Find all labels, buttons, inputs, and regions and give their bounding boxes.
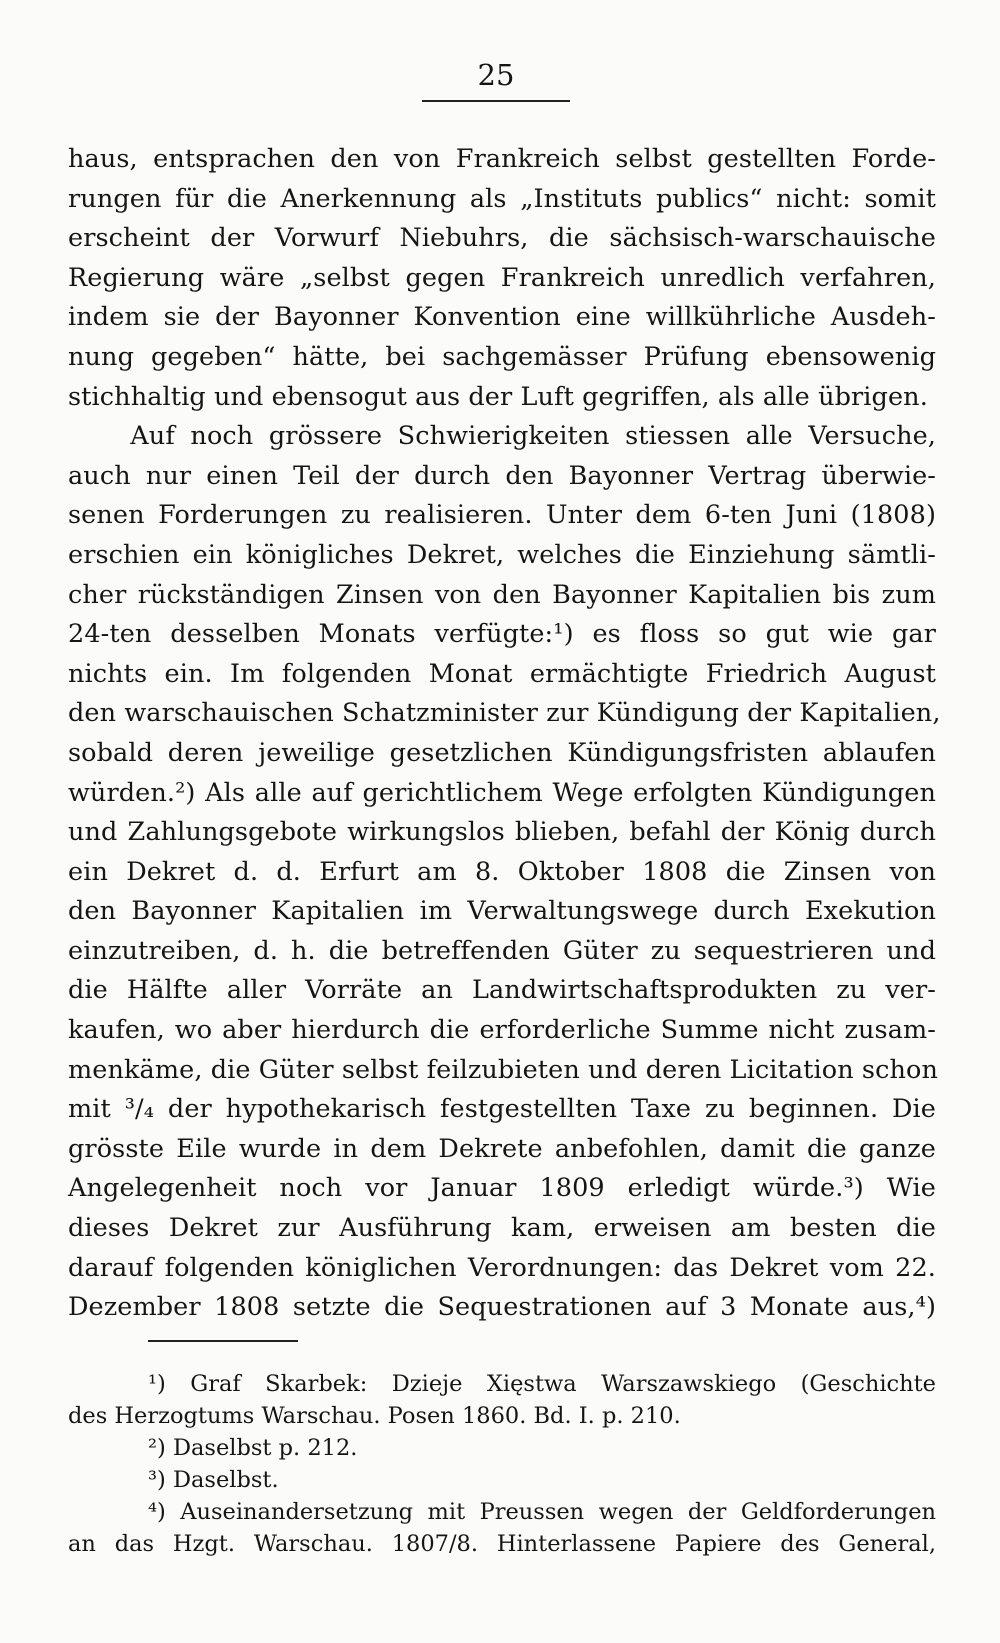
text-line: Auf noch grössere Schwierigkeiten stiessen alle Versuche,	[68, 421, 936, 452]
text-line: nichts ein. Im folgenden Monat ermächtigte Friedrich August	[68, 658, 936, 689]
footnote-1-continued: des Herzogtums Warschau. Posen 1860. Bd. I. p. 210.	[68, 1403, 681, 1429]
footnotes	[68, 1368, 936, 1560]
footnote-3: ³) Daselbst.	[148, 1467, 279, 1493]
text-line: haus, entsprachen den von Frankreich selbst gestellten Forde-	[68, 144, 936, 174]
header-rule	[422, 100, 570, 102]
text-line: und Zahlungsgebote wirkungslos blieben, befahl der König durch	[68, 817, 936, 848]
text-line: Regierung wäre „selbst gegen Frankreich unredlich verfahren,	[68, 262, 936, 293]
text-line: rungen für die Anerkennung als „Instituts publics“ nicht: somit	[68, 183, 936, 214]
text-line: auch nur einen Teil der durch den Bayonner Vertrag überwie-	[68, 460, 936, 491]
text-line: ein Dekret d. d. Erfurt am 8. Oktober 1808 die Zinsen von	[68, 856, 936, 887]
text-line: grösste Eile wurde in dem Dekrete anbefohlen, damit die ganze	[68, 1133, 936, 1164]
text-line: indem sie der Bayonner Konvention eine willkührliche Ausdeh-	[68, 302, 936, 333]
text-line: Angelegenheit noch vor Januar 1809 erledigt würde.³) Wie	[68, 1173, 936, 1204]
text-line: kaufen, wo aber hierdurch die erforderliche Summe nicht zusam-	[68, 1015, 936, 1046]
footnote-2: ²) Daselbst p. 212.	[148, 1435, 358, 1461]
text-line: die Hälfte aller Vorräte an Landwirtschaftsprodukten zu ver-	[68, 975, 936, 1006]
text-line: sobald deren jeweilige gesetzlichen Kündigungsfristen ablaufen	[68, 737, 936, 768]
text-line: Dezember 1808 setzte die Sequestrationen auf 3 Monate aus,⁴)	[68, 1292, 936, 1323]
text-line: den Bayonner Kapitalien im Verwaltungswege durch Exekution	[68, 896, 936, 927]
text-line: senen Forderungen zu realisieren. Unter dem 6-ten Juni (1808)	[68, 500, 936, 531]
text-line: erscheint der Vorwurf Niebuhrs, die sächsisch-warschauische	[68, 223, 936, 254]
footnote-4: ⁴) Auseinandersetzung mit Preussen wegen der Geldforderungen	[148, 1499, 936, 1525]
footnote-rule	[148, 1340, 298, 1342]
text-line: mit ³/₄ der hypothekarisch festgestellten Taxe zu beginnen. Die	[68, 1094, 936, 1125]
text-line: menkäme, die Güter selbst feilzubieten und deren Licitation schon	[68, 1054, 938, 1085]
page-number: 25	[477, 58, 515, 92]
text-line: erschien ein königliches Dekret, welches die Einziehung sämtli-	[68, 539, 936, 570]
footnote-1: ¹) Graf Skarbek: Dzieje Xięstwa Warszawskiego (Geschichte	[148, 1371, 936, 1397]
text-line: nung gegeben“ hätte, bei sachgemässer Prüfung ebensowenig	[68, 341, 936, 372]
body-text	[68, 140, 941, 1328]
text-line: den warschauischen Schatzminister zur Kündigung der Kapitalien,	[68, 698, 941, 729]
text-line: würden.²) Als alle auf gerichtlichem Wege erfolgten Kündigungen	[68, 777, 936, 808]
text-line: einzutreiben, d. h. die betreffenden Güter zu sequestrieren und	[68, 935, 936, 966]
footnote-4-continued: an das Hzgt. Warschau. 1807/8. Hinterlassene Papiere des General,	[68, 1531, 936, 1557]
text-line: stichhaltig und ebensogut aus der Luft gegriffen, als alle übrigen.	[68, 381, 928, 412]
text-line: dieses Dekret zur Ausführung kam, erweisen am besten die	[68, 1213, 936, 1244]
text-line: darauf folgenden königlichen Verordnungen: das Dekret vom 22.	[68, 1252, 936, 1283]
text-line: 24-ten desselben Monats verfügte:¹) es floss so gut wie gar	[68, 619, 936, 650]
text-line: cher rückständigen Zinsen von den Bayonner Kapitalien bis zum	[68, 579, 936, 610]
